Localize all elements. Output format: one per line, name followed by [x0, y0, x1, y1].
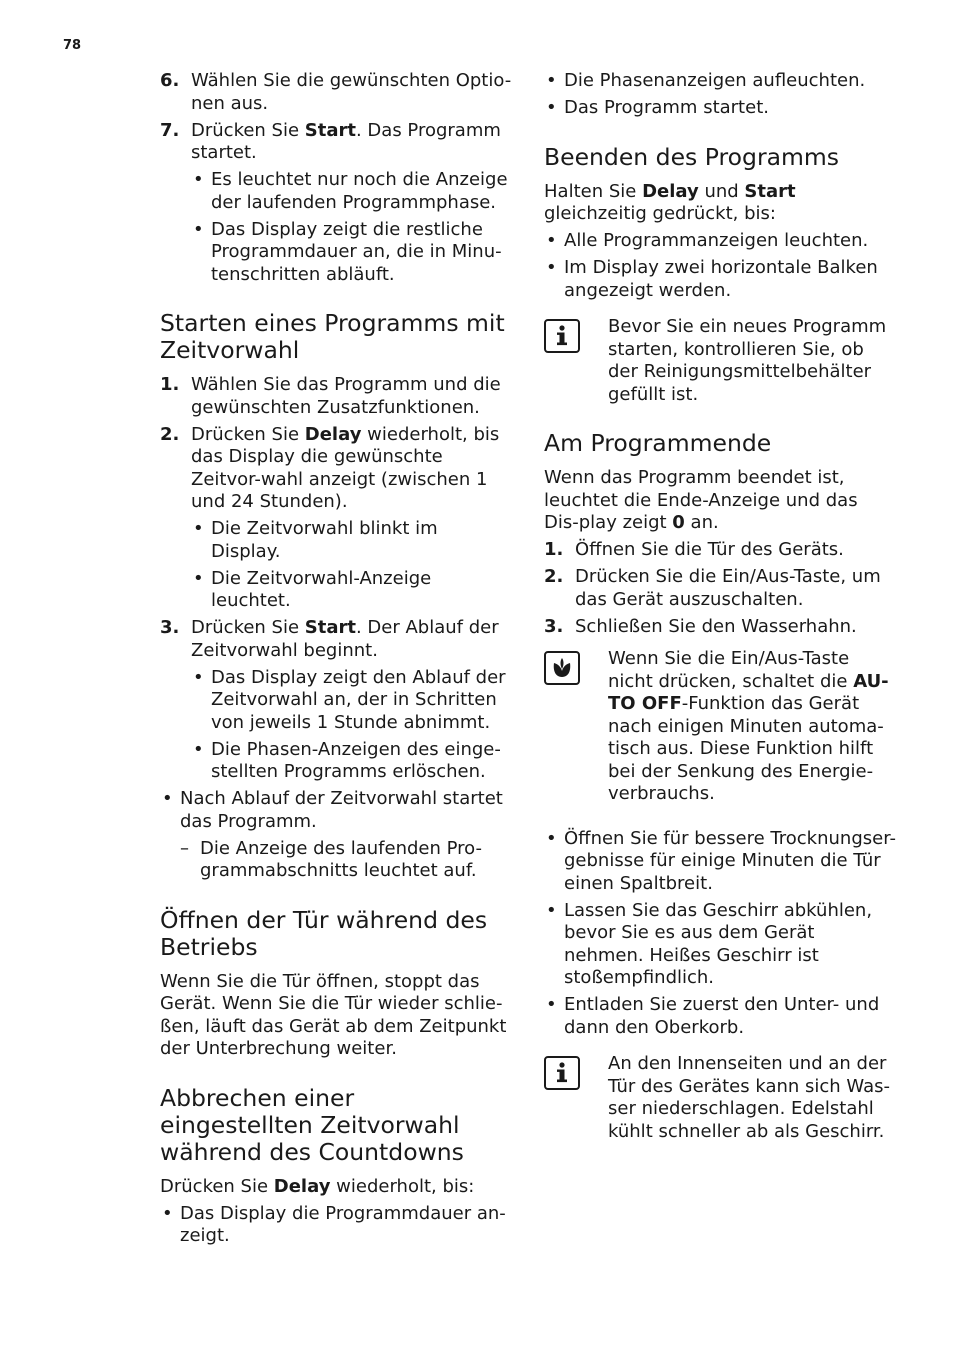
note-text: -Funktion das Gerät nach einigen Minuten automa-tisch aus. Diese Funktion hilft bei der Senkung des Energie-verbrauchs.	[608, 693, 884, 804]
paragraph: Wenn Sie die Tür öffnen, stoppt das Gerät. Wenn Sie die Tür wieder schlie-ßen, läuft das Gerät ab dem Zeitpunkt der Unterbrechung weiter.	[160, 970, 507, 1059]
list-item	[544, 230, 896, 253]
step-3	[544, 616, 896, 639]
info-icon	[544, 1056, 580, 1090]
bullet-icon: •	[193, 169, 204, 190]
note-bold: AU-TO OFF	[608, 670, 889, 714]
list-item	[191, 169, 512, 214]
step-text: . Der Ablauf der Zeitvorwahl beginnt.	[191, 617, 499, 661]
step-text: Schließen Sie den Wasserhahn.	[575, 615, 857, 637]
step-number: 3.	[544, 615, 564, 637]
step-3	[160, 617, 512, 662]
list-item	[191, 518, 512, 563]
eco-note	[544, 648, 896, 806]
bullet-icon: •	[546, 70, 557, 91]
list-item	[544, 900, 896, 990]
paragraph-text: an.	[684, 512, 719, 533]
list-item	[544, 70, 896, 93]
step-bold: Start	[304, 617, 356, 638]
list-item-text: Die Phasen-Anzeigen des einge-stellten Programms erlöschen.	[211, 738, 501, 782]
section-title-zeitvorwahl: Starten eines Programms mit Zeitvorwahl	[160, 309, 505, 364]
list-item	[160, 788, 512, 833]
bullet-icon: •	[546, 994, 557, 1015]
bullet-icon: •	[546, 230, 557, 251]
step-text: Drücken Sie	[191, 423, 305, 445]
paragraph-text: wiederholt, bis:	[330, 1175, 475, 1197]
paragraph-bold: Delay	[273, 1175, 331, 1197]
list-item	[544, 994, 896, 1039]
list-item-text: Lassen Sie das Geschirr abkühlen, bevor Sie es aus dem Gerät nehmen. Heißes Geschirr ist stoßempfindlich.	[564, 899, 873, 988]
step-number: 7.	[160, 119, 180, 141]
info-note	[544, 1053, 896, 1143]
bullet-icon: •	[546, 257, 557, 278]
list-item	[544, 257, 896, 302]
step-text: Wählen Sie die gewünschten Optio-nen aus.	[191, 70, 512, 114]
section-title-programmende: Am Programmende	[544, 429, 772, 457]
step-6	[160, 70, 512, 115]
paragraph-bold: Start	[744, 180, 796, 202]
right-column	[544, 70, 896, 1148]
section-title-abbrechen: Abbrechen einer eingestellten Zeitvorwahl während des Countdowns	[160, 1083, 464, 1166]
paragraph-bold: Delay	[642, 180, 699, 202]
list-item-text: Es leuchtet nur noch die Anzeige der laufenden Programmphase.	[211, 169, 508, 213]
step-text: Drücken Sie die Ein/Aus-Taste, um das Gerät auszuschalten.	[575, 566, 881, 610]
list-item	[191, 568, 512, 613]
info-note	[544, 316, 896, 406]
info-icon	[544, 319, 580, 353]
bullet-icon: •	[546, 97, 557, 118]
eco-leaf-icon	[544, 651, 580, 685]
step-number: 6.	[160, 70, 180, 91]
list-item-text: Die Phasenanzeigen aufleuchten.	[564, 70, 866, 91]
step-text: Drücken Sie	[191, 119, 305, 141]
page-number: 78	[63, 38, 82, 53]
paragraph-text: gleichzeitig gedrückt, bis:	[544, 203, 776, 224]
step-bold: Start	[304, 119, 356, 141]
bullet-icon: •	[193, 567, 204, 589]
paragraph-bold: 0	[672, 512, 685, 533]
list-item-text: Im Display zwei horizontale Balken angezeigt werden.	[564, 257, 878, 301]
step-text: Wählen Sie das Programm und die gewünschten Zusatzfunktionen.	[191, 374, 501, 418]
note-text: An den Innenseiten und an der Tür des Gerätes kann sich Was-ser niederschlagen. Edelstahl kühlt schneller ab als Geschirr.	[608, 1053, 890, 1142]
list-item	[544, 828, 896, 896]
step-bold: Delay	[304, 423, 362, 445]
paragraph	[544, 467, 896, 535]
step-number: 3.	[160, 617, 180, 638]
list-item	[191, 219, 512, 287]
list-item	[191, 739, 512, 784]
list-item-text: Die Anzeige des laufenden Pro-grammabschnitts leuchtet auf.	[200, 837, 482, 881]
paragraph	[160, 1176, 512, 1199]
list-item	[160, 1203, 512, 1248]
list-item-text: Die Zeitvorwahl-Anzeige leuchtet.	[211, 567, 432, 611]
step-text: wiederholt, bis das Display die gewünschte Zeitvor-wahl anzeigt (zwischen 1 und 24 Stunden).	[191, 423, 500, 512]
paragraph-text: Wenn das Programm beendet ist, leuchtet die Ende-Anzeige und das Dis-play zeigt	[544, 467, 858, 533]
list-item-dash	[180, 838, 512, 883]
list-item	[544, 97, 896, 120]
step-text: Öffnen Sie die Tür des Geräts.	[575, 539, 844, 560]
step-number: 1.	[160, 374, 180, 395]
list-item-text: Das Programm startet.	[564, 97, 769, 118]
left-column	[160, 70, 512, 1252]
list-item	[191, 667, 512, 735]
bullet-icon: •	[193, 518, 204, 539]
step-number: 2.	[544, 566, 564, 587]
step-text: Drücken Sie	[191, 617, 305, 638]
paragraph	[544, 181, 896, 226]
list-item-text: Das Display zeigt den Ablauf der Zeitvorwahl an, der in Schritten von jeweils 1 Stunde abnimmt.	[211, 666, 506, 733]
list-item-text: Das Display die Programmdauer an-zeigt.	[180, 1202, 506, 1246]
step-1	[544, 539, 896, 562]
paragraph-text: und	[698, 180, 745, 202]
step-text: . Das Programm startet.	[191, 119, 501, 163]
bullet-icon: •	[193, 218, 204, 240]
bullet-icon: •	[546, 899, 557, 921]
list-item-text: Nach Ablauf der Zeitvorwahl startet das Programm.	[180, 788, 503, 832]
list-item-text: Das Display zeigt die restliche Programmdauer an, die in Minu-tenschritten abläuft.	[211, 218, 502, 285]
step-7	[160, 120, 512, 165]
note-text: Bevor Sie ein neues Programm starten, kontrollieren Sie, ob der Reinigungsmittelbehälter gefüllt ist.	[608, 316, 887, 405]
paragraph-text: Halten Sie	[544, 180, 643, 202]
paragraph-text: Drücken Sie	[160, 1175, 274, 1197]
step-1	[160, 374, 512, 419]
list-item-text: Öffnen Sie für bessere Trocknungser-gebnisse für einige Minuten die Tür einen Spaltbreit.	[564, 827, 896, 894]
step-number: 2.	[160, 423, 180, 445]
note-text: Wenn Sie die Ein/Aus-Taste nicht drücken, schaltet die	[608, 648, 854, 692]
list-item-text: Entladen Sie zuerst den Unter- und dann den Oberkorb.	[564, 994, 880, 1038]
bullet-icon: •	[546, 827, 557, 849]
bullet-icon: •	[193, 666, 204, 688]
bullet-icon: •	[162, 788, 173, 809]
list-item-text: Die Zeitvorwahl blinkt im Display.	[211, 518, 438, 562]
dash-icon: –	[180, 837, 189, 859]
list-item-text: Alle Programmanzeigen leuchten.	[564, 230, 869, 251]
section-title-tuer: Öffnen der Tür während des Betriebs	[160, 905, 488, 961]
step-2	[544, 566, 896, 611]
bullet-icon: •	[162, 1202, 173, 1224]
step-2	[160, 424, 512, 514]
section-title-beenden: Beenden des Programms	[544, 142, 840, 171]
bullet-icon: •	[193, 738, 204, 760]
step-number: 1.	[544, 539, 564, 560]
